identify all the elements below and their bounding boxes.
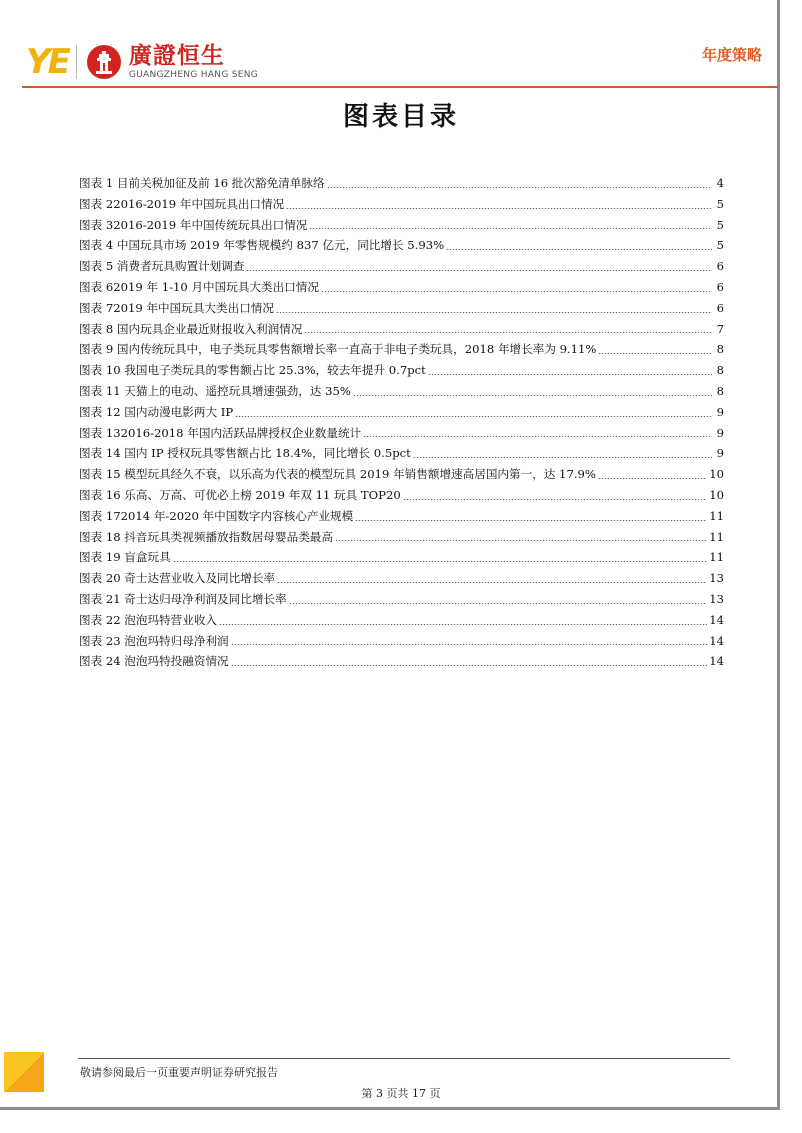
page-number: 第 3 页共 17 页 <box>361 1087 441 1100</box>
toc-entry[interactable] <box>79 485 724 506</box>
report-type-label: 年度策略 <box>701 46 762 64</box>
toc-entry[interactable] <box>79 360 724 381</box>
toc-leader-dots <box>413 457 712 458</box>
toc-leader-dots <box>277 582 707 583</box>
toc-entry-page: 8 <box>716 342 724 357</box>
toc-entry[interactable] <box>79 339 724 360</box>
brand-text <box>129 43 258 81</box>
toc-entry-page: 6 <box>716 279 724 294</box>
toc-entry-label: 图表 4 中国玩具市场 2019 年零售规模约 837 亿元，同比增长 5.93% <box>79 238 445 253</box>
toc-leader-dots <box>335 540 707 541</box>
toc-entry-page: 6 <box>716 259 724 274</box>
toc-entry-label: 图表 8 国内玩具企业最近财报收入利润情况 <box>79 321 303 336</box>
toc-leader-dots <box>246 270 712 271</box>
toc-entry-page: 5 <box>716 238 724 253</box>
toc-entry[interactable] <box>79 610 724 631</box>
toc-entry[interactable] <box>79 443 724 464</box>
logo-divider <box>76 45 77 79</box>
toc-leader-dots <box>289 603 708 604</box>
toc-leader-dots <box>276 312 712 313</box>
toc-leader-dots <box>231 665 708 666</box>
toc-entry-page: 9 <box>716 425 724 440</box>
toc-entry-page: 14 <box>709 633 724 648</box>
toc-entry[interactable] <box>79 464 724 485</box>
toc-entry[interactable] <box>79 256 724 277</box>
toc-leader-dots <box>309 228 712 229</box>
toc-leader-dots <box>598 353 712 354</box>
toc-entry-page: 11 <box>709 508 724 523</box>
brand-name-en: GUANGZHENG HANG SENG <box>128 70 259 80</box>
toc-entry[interactable] <box>79 651 724 672</box>
toc-entry-label: 图表 22016-2019 年中国玩具出口情况 <box>79 196 285 211</box>
toc-entry[interactable] <box>79 568 724 589</box>
toc-leader-dots <box>286 208 712 209</box>
toc-entry-label: 图表 172014 年-2020 年中国数字内容核心产业规模 <box>79 508 354 523</box>
toc-entry[interactable] <box>79 277 724 298</box>
toc-entry-page: 10 <box>709 467 724 482</box>
toc-entry-label: 图表 24 泡泡玛特投融资情况 <box>79 654 229 669</box>
toc-entry-page: 8 <box>716 363 724 378</box>
toc-entry[interactable] <box>79 173 724 194</box>
toc-entry-page: 11 <box>709 550 724 565</box>
toc-entry[interactable] <box>79 194 724 215</box>
table-of-figures <box>79 173 724 672</box>
toc-leader-dots <box>321 291 712 292</box>
toc-entry[interactable] <box>79 319 724 340</box>
toc-entry-label: 图表 18 抖音玩具类视频播放指数居母婴品类最高 <box>79 529 333 544</box>
toc-entry-label: 图表 22 泡泡玛特营业收入 <box>79 612 218 627</box>
toc-entry[interactable] <box>79 298 724 319</box>
toc-entry[interactable] <box>79 235 724 256</box>
toc-entry[interactable] <box>79 402 724 423</box>
page-title: 图表目录 <box>342 102 459 132</box>
footer-divider <box>78 1058 730 1059</box>
company-logo <box>26 40 258 84</box>
toc-entry-page: 14 <box>709 612 724 627</box>
toc-entry-page: 6 <box>716 300 724 315</box>
toc-leader-dots <box>235 416 712 417</box>
toc-leader-dots <box>403 499 708 500</box>
toc-entry-label: 图表 23 泡泡玛特归母净利润 <box>79 633 229 648</box>
toc-entry-label: 图表 16 乐高、万高、可优必上榜 2019 年双 11 玩具 TOP20 <box>79 487 401 502</box>
toc-entry-page: 13 <box>709 591 724 606</box>
logo-mark: YE <box>26 42 68 82</box>
toc-leader-dots <box>353 395 712 396</box>
toc-entry-label: 图表 14 国内 IP 授权玩具零售额占比 18.4%，同比增长 0.5pct <box>79 446 411 461</box>
seal-icon <box>87 45 121 79</box>
toc-entry-label: 图表 32016-2019 年中国传统玩具出口情况 <box>79 217 308 232</box>
toc-entry[interactable] <box>79 547 724 568</box>
toc-entry[interactable] <box>79 631 724 652</box>
toc-entry-label: 图表 9 国内传统玩具中，电子类玩具零售额增长率一直高于非电子类玩具，2018 年增长率为 9.11% <box>79 342 597 357</box>
toc-entry-page: 5 <box>716 217 724 232</box>
toc-entry-page: 7 <box>716 321 724 336</box>
toc-leader-dots <box>219 624 707 625</box>
toc-entry-page: 13 <box>709 571 724 586</box>
toc-entry-label: 图表 11 天猫上的电动、遥控玩具增速强劲，达 35% <box>79 383 351 398</box>
toc-entry[interactable] <box>79 215 724 236</box>
toc-entry-page: 8 <box>716 383 724 398</box>
footer-disclaimer: 敬请参阅最后一页重要声明证券研究报告 <box>80 1066 278 1079</box>
toc-leader-dots <box>428 374 712 375</box>
toc-entry-page: 4 <box>716 176 724 190</box>
toc-entry-label: 图表 20 奇士达营业收入及同比增长率 <box>79 571 276 586</box>
toc-entry-label: 图表 62019 年 1-10 月中国玩具大类出口情况 <box>79 279 319 294</box>
toc-leader-dots <box>231 644 708 645</box>
toc-leader-dots <box>304 332 712 333</box>
toc-entry-label: 图表 12 国内动漫电影两大 IP <box>79 404 234 419</box>
toc-leader-dots <box>173 561 708 562</box>
toc-leader-dots <box>446 249 712 250</box>
header-divider <box>22 86 778 88</box>
toc-entry-label: 图表 132016-2018 年国内活跃品牌授权企业数量统计 <box>79 425 362 440</box>
toc-leader-dots <box>327 187 712 188</box>
toc-entry-page: 11 <box>709 529 724 544</box>
toc-entry-label: 图表 15 模型玩具经久不衰，以乐高为代表的模型玩具 2019 年销售额增速高居国内第一，达 17.9% <box>79 467 596 482</box>
toc-entry-label: 图表 72019 年中国玩具大类出口情况 <box>79 300 274 315</box>
toc-entry[interactable] <box>79 381 724 402</box>
toc-entry[interactable] <box>79 506 724 527</box>
toc-entry-page: 9 <box>716 446 724 461</box>
toc-entry-label: 图表 1 目前关税加征及前 16 批次豁免清单脉络 <box>79 176 325 190</box>
toc-entry-label: 图表 19 盲盒玩具 <box>79 550 171 565</box>
toc-entry-page: 10 <box>709 487 724 502</box>
toc-entry[interactable] <box>79 589 724 610</box>
toc-entry-label: 图表 5 消费者玩具购置计划调查 <box>79 259 245 274</box>
toc-entry-label: 图表 10 我国电子类玩具的零售额占比 25.3%，较去年提升 0.7pct <box>79 363 426 378</box>
toc-entry-label: 图表 21 奇士达归母净利润及同比增长率 <box>79 591 287 606</box>
toc-leader-dots <box>355 520 707 521</box>
toc-entry-page: 14 <box>709 654 724 669</box>
brand-name-cn: 廣證恒生 <box>128 43 225 69</box>
toc-entry-page: 5 <box>716 196 724 211</box>
toc-entry[interactable] <box>79 423 724 444</box>
toc-leader-dots <box>598 478 707 479</box>
toc-leader-dots <box>363 436 712 437</box>
toc-entry-page: 9 <box>716 404 724 419</box>
toc-entry[interactable] <box>79 527 724 548</box>
